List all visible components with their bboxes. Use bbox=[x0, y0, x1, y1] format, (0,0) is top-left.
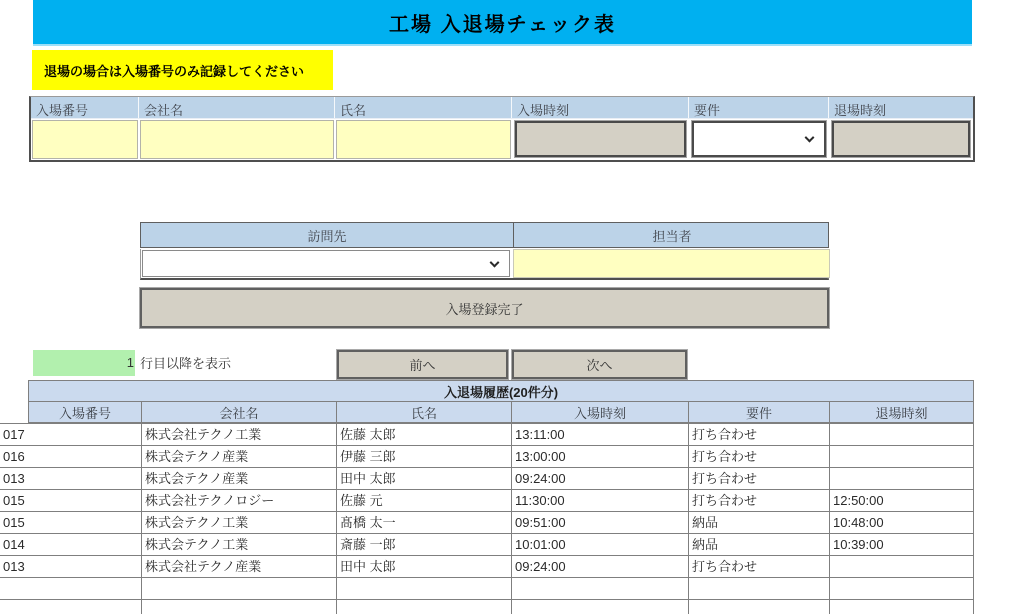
person-name-header: 氏名 bbox=[335, 97, 512, 118]
display-start-row-label: 行目以降を表示 bbox=[140, 356, 232, 371]
table-row bbox=[0, 468, 974, 490]
exit-instruction-note: 退場の場合は入場番号のみ記録してください bbox=[32, 50, 333, 90]
chevron-down-icon bbox=[490, 257, 500, 267]
table-cell: 13:11:00 bbox=[512, 424, 689, 445]
entry-form-input-row bbox=[31, 119, 973, 160]
history-exit-time-header: 退場時刻 bbox=[875, 405, 928, 421]
table-cell: 佐藤 太郎 bbox=[337, 424, 512, 445]
visit-form-input-row bbox=[140, 249, 829, 280]
table-cell bbox=[689, 578, 830, 599]
table-cell: 015 bbox=[0, 512, 142, 533]
history-body bbox=[0, 423, 974, 614]
history-name-header: 氏名 bbox=[337, 402, 512, 422]
table-cell: 伊藤 三郎 bbox=[337, 446, 512, 467]
table-cell: 株式会テクノ産業 bbox=[142, 446, 337, 467]
table-cell: 12:50:00 bbox=[830, 490, 974, 511]
company-name-input[interactable] bbox=[140, 120, 334, 159]
purpose-select[interactable] bbox=[692, 121, 826, 157]
next-page-button[interactable]: 次へ bbox=[512, 350, 687, 379]
visit-destination-select[interactable] bbox=[142, 250, 510, 277]
table-cell: 09:24:00 bbox=[512, 556, 689, 577]
table-cell: 佐藤 元 bbox=[337, 490, 512, 511]
table-row bbox=[0, 556, 974, 578]
destination-header: 訪問先 bbox=[307, 228, 347, 244]
table-cell: 09:24:00 bbox=[512, 468, 689, 489]
exit-time-display bbox=[832, 121, 970, 157]
purpose-header: 要件 bbox=[689, 97, 829, 118]
visit-form-table bbox=[140, 222, 829, 280]
table-cell: 斎藤 一郎 bbox=[337, 534, 512, 555]
entry-number-input[interactable] bbox=[32, 120, 138, 159]
person-name-input[interactable] bbox=[336, 120, 511, 159]
table-cell: 株式会社テクノロジー bbox=[142, 490, 337, 511]
table-cell: 打ち合わせ bbox=[689, 424, 830, 445]
table-cell: 015 bbox=[0, 490, 142, 511]
table-cell: 014 bbox=[0, 534, 142, 555]
table-cell: 株式会社テクノ産業 bbox=[142, 556, 337, 577]
table-cell: 10:48:00 bbox=[830, 512, 974, 533]
exit-time-header: 退場時刻 bbox=[834, 103, 887, 118]
table-cell: 株式会社テクノ工業 bbox=[142, 424, 337, 445]
table-cell: 田中 太郎 bbox=[337, 556, 512, 577]
table-cell: 田中 太郎 bbox=[337, 468, 512, 489]
table-cell bbox=[0, 600, 142, 614]
display-start-row-input[interactable] bbox=[33, 350, 135, 376]
table-cell: 株式会テクノ産業 bbox=[142, 468, 337, 489]
table-cell bbox=[142, 600, 337, 614]
history-entry-time-header: 入場時刻 bbox=[512, 402, 689, 422]
table-cell: 10:01:00 bbox=[512, 534, 689, 555]
history-entry-number-header: 入場番号 bbox=[29, 402, 142, 422]
table-row bbox=[0, 600, 974, 614]
entry-time-header: 入場時刻 bbox=[512, 97, 689, 118]
entry-time-display bbox=[515, 121, 686, 157]
history-purpose-header: 要件 bbox=[689, 402, 830, 422]
table-cell bbox=[830, 446, 974, 467]
history-company-header: 会社名 bbox=[142, 402, 337, 422]
table-cell: 13:00:00 bbox=[512, 446, 689, 467]
table-cell: 017 bbox=[0, 424, 142, 445]
table-cell: 11:30:00 bbox=[512, 490, 689, 511]
table-cell bbox=[142, 578, 337, 599]
table-cell bbox=[512, 578, 689, 599]
entry-form-table bbox=[29, 96, 975, 162]
prev-page-button[interactable]: 前へ bbox=[337, 350, 508, 379]
company-name-header: 会社名 bbox=[139, 97, 335, 118]
table-cell: 株式会テクノ工業 bbox=[142, 534, 337, 555]
table-cell: 打ち合わせ bbox=[689, 468, 830, 489]
table-cell: 打ち合わせ bbox=[689, 446, 830, 467]
history-header-row bbox=[28, 401, 974, 423]
table-cell bbox=[830, 424, 974, 445]
table-cell bbox=[830, 468, 974, 489]
table-cell bbox=[512, 600, 689, 614]
table-cell bbox=[830, 556, 974, 577]
table-cell bbox=[689, 600, 830, 614]
page-title: 工場 入退場チェック表 bbox=[33, 0, 972, 46]
contact-person-header: 担当者 bbox=[513, 223, 830, 247]
table-row bbox=[0, 512, 974, 534]
table-cell: 09:51:00 bbox=[512, 512, 689, 533]
contact-person-input[interactable] bbox=[513, 249, 830, 278]
table-cell: 髙橋 太一 bbox=[337, 512, 512, 533]
table-cell bbox=[830, 600, 974, 614]
table-cell bbox=[830, 578, 974, 599]
table-row bbox=[0, 578, 974, 600]
table-cell: 013 bbox=[0, 556, 142, 577]
table-cell bbox=[0, 578, 142, 599]
table-row bbox=[0, 446, 974, 468]
entry-form-header-row bbox=[31, 97, 973, 119]
entry-register-button[interactable]: 入場登録完了 bbox=[140, 288, 829, 328]
history-table-title: 入退場履歴(20件分) bbox=[28, 380, 974, 401]
table-cell: 株式会テクノ工業 bbox=[142, 512, 337, 533]
table-cell: 10:39:00 bbox=[830, 534, 974, 555]
chevron-down-icon bbox=[805, 133, 815, 143]
table-cell: 打ち合わせ bbox=[689, 556, 830, 577]
table-cell: 013 bbox=[0, 468, 142, 489]
table-cell: 打ち合わせ bbox=[689, 490, 830, 511]
table-cell: 016 bbox=[0, 446, 142, 467]
entry-number-header: 入場番号 bbox=[31, 97, 139, 118]
table-cell: 納品 bbox=[689, 512, 830, 533]
table-row bbox=[0, 490, 974, 512]
table-cell bbox=[337, 578, 512, 599]
table-cell: 納品 bbox=[689, 534, 830, 555]
table-row bbox=[0, 424, 974, 446]
table-cell bbox=[337, 600, 512, 614]
visit-form-header-row bbox=[140, 222, 829, 248]
table-row bbox=[0, 534, 974, 556]
